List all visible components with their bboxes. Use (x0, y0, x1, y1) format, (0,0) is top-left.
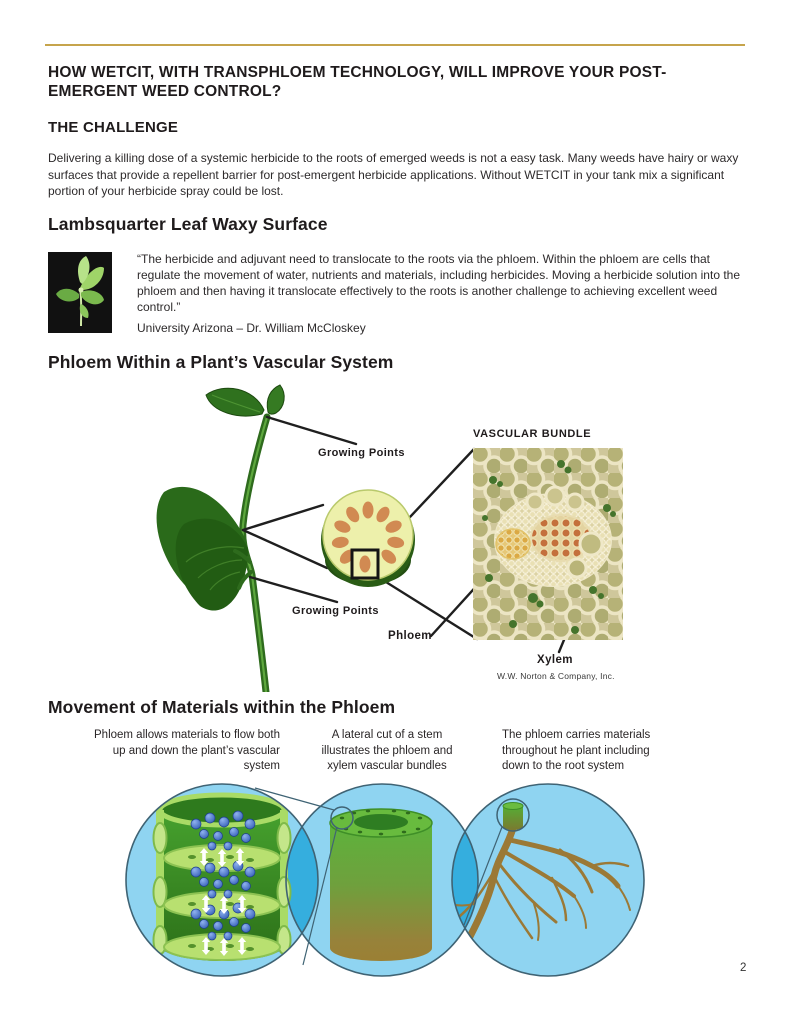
label-growing-points-top: Growing Points (318, 447, 405, 459)
challenge-heading: THE CHALLENGE (48, 119, 179, 136)
lambsquarter-plant-art (48, 252, 112, 333)
top-gold-rule (45, 44, 745, 46)
image-credit: W.W. Norton & Company, Inc. (497, 671, 615, 681)
plant-illustration (157, 385, 285, 692)
sieve-tube-art (154, 795, 291, 961)
label-growing-points-bottom: Growing Points (292, 605, 379, 617)
vascular-bundle-micrograph (473, 448, 623, 640)
quote-attribution: University Arizona – Dr. William McCloskey (137, 321, 366, 335)
vascular-heading: Phloem Within a Plant’s Vascular System (48, 352, 394, 372)
vascular-diagram (0, 380, 791, 692)
stem-cross-section (321, 490, 415, 587)
label-xylem: Xylem (537, 654, 573, 666)
lambsquarter-photo (48, 252, 112, 333)
lambsquarter-heading: Lambsquarter Leaf Waxy Surface (48, 214, 328, 234)
page-number: 2 (740, 962, 747, 974)
movement-heading: Movement of Materials within the Phloem (48, 697, 396, 717)
label-vascular-bundle: VASCULAR BUNDLE (473, 428, 592, 440)
movement-caption-2: A lateral cut of a stem illustrates the phloem and xylem vascular bundles (321, 729, 453, 772)
page-title: HOW WETCIT, WITH TRANSPHLOEM TECHNOLOGY, WILL IMPROVE YOUR POST-EMERGENT WEED CONTROL? (48, 64, 667, 100)
label-phloem: Phloem (388, 630, 432, 642)
stem-cut-art (330, 809, 432, 961)
phloem-movement-illustration (0, 770, 791, 982)
movement-caption-1: Phloem allows materials to flow both up and down the plant’s vascular system (94, 729, 280, 772)
movement-caption-3: The phloem carries materials throughout he plant including down to the root system (502, 729, 651, 772)
expert-quote: “The herbicide and adjuvant need to translocate to the roots via the phloem. Within the phloem are cells that regulate the movement of water, nutrients and materials, including herbicides. Moving a herbicide solution into the phloem and then having it translocate effectively to the roots is another challenge to achieving excellent weed control.” (137, 252, 741, 314)
challenge-body: Delivering a killing dose of a systemic herbicide to the roots of emerged weeds is not a easy task. Many weeds have hairy or waxy surfaces that provide a repellent barrier for post-emergent herbicide applications. Without WETCIT in your tank mix a significant portion of your herbicide spray could be lost. (48, 151, 739, 198)
